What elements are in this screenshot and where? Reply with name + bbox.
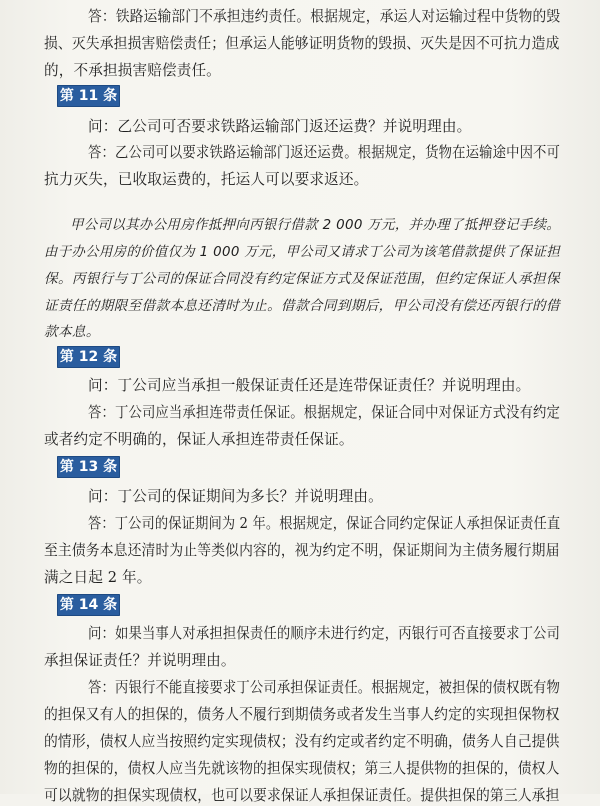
answer-14-line: 的情形，债权人应当按照约定实现债权；没有约定或者约定不明确，债务人自己提供 [44, 733, 560, 750]
answer-12-line: 答：丁公司应当承担连带责任保证。根据规定，保证合同中对保证方式没有约定 [88, 404, 561, 421]
answer-14-line: 答：丙银行不能直接要求丁公司承担保证责任。根据规定，被担保的债权既有物 [88, 679, 561, 696]
answer-13-line: 满之日起 2 年。 [44, 569, 152, 586]
text-line: 损、灭失承担损害赔偿责任；但承运人能够证明货物的毁损、灭失是因不可抗力造成 [44, 35, 560, 52]
answer-13-line: 至主债务本息还清时为止等类似内容的，视为约定不明，保证期间为主债务履行期届 [44, 542, 560, 559]
question-13: 问：丁公司的保证期间为多长？并说明理由。 [88, 488, 383, 505]
answer-12-line: 或者约定不明确的，保证人承担连带责任保证。 [44, 431, 354, 448]
article-badge-14: 第 14 条 [57, 594, 120, 616]
text-line: 的，不承担损害赔偿责任。 [44, 62, 221, 79]
question-14-line: 问：如果当事人对承担担保责任的顺序未进行约定，丙银行可否直接要求丁公司 [88, 625, 561, 642]
answer-11-line: 答：乙公司可以要求铁路运输部门返还运费。根据规定，货物在运输途中因不可 [88, 144, 561, 161]
article-badge-12: 第 12 条 [57, 346, 120, 368]
answer-13-line: 答：丁公司的保证期间为 2 年。根据规定，保证合同约定保证人承担保证责任直 [88, 515, 561, 532]
case-line: 证责任的期限至借款本息还清时为止。借款合同到期后，甲公司没有偿还丙银行的借 [44, 298, 560, 314]
question-14-line: 承担保证责任？并说明理由。 [44, 652, 236, 669]
answer-11-line: 抗力灭失，已收取运费的，托运人可以要求返还。 [44, 171, 369, 188]
article-badge-11: 第 11 条 [57, 85, 120, 107]
article-badge-13: 第 13 条 [57, 456, 120, 478]
case-line: 款本息。 [44, 324, 100, 340]
answer-14-line: 的担保又有人的担保的，债务人不履行到期债务或者发生当事人约定的实现担保物权 [44, 706, 560, 723]
text-line: 答：铁路运输部门不承担违约责任。根据规定，承运人对运输过程中货物的毁 [88, 8, 561, 25]
case-line: 甲公司以其办公用房作抵押向丙银行借款 2 000 万元，并办理了抵押登记手续。 [70, 217, 561, 233]
question-12: 问：丁公司应当承担一般保证责任还是连带保证责任？并说明理由。 [88, 377, 531, 394]
answer-14-line: 可以就物的担保实现债权，也可以要求保证人承担保证责任。提供担保的第三人承担 [44, 787, 560, 804]
case-line: 由于办公用房的价值仅为 1 000 万元，甲公司又请求丁公司为该笔借款提供了保证担 [44, 244, 561, 260]
case-line: 保。丙银行与丁公司的保证合同没有约定保证方式及保证范围，但约定保证人承担保 [44, 271, 560, 287]
question-11: 问：乙公司可否要求铁路运输部门返还运费？并说明理由。 [88, 118, 472, 135]
answer-14-line: 物的担保的，债权人应当先就该物的担保实现债权；第三人提供物的担保的，债权人 [44, 760, 560, 777]
